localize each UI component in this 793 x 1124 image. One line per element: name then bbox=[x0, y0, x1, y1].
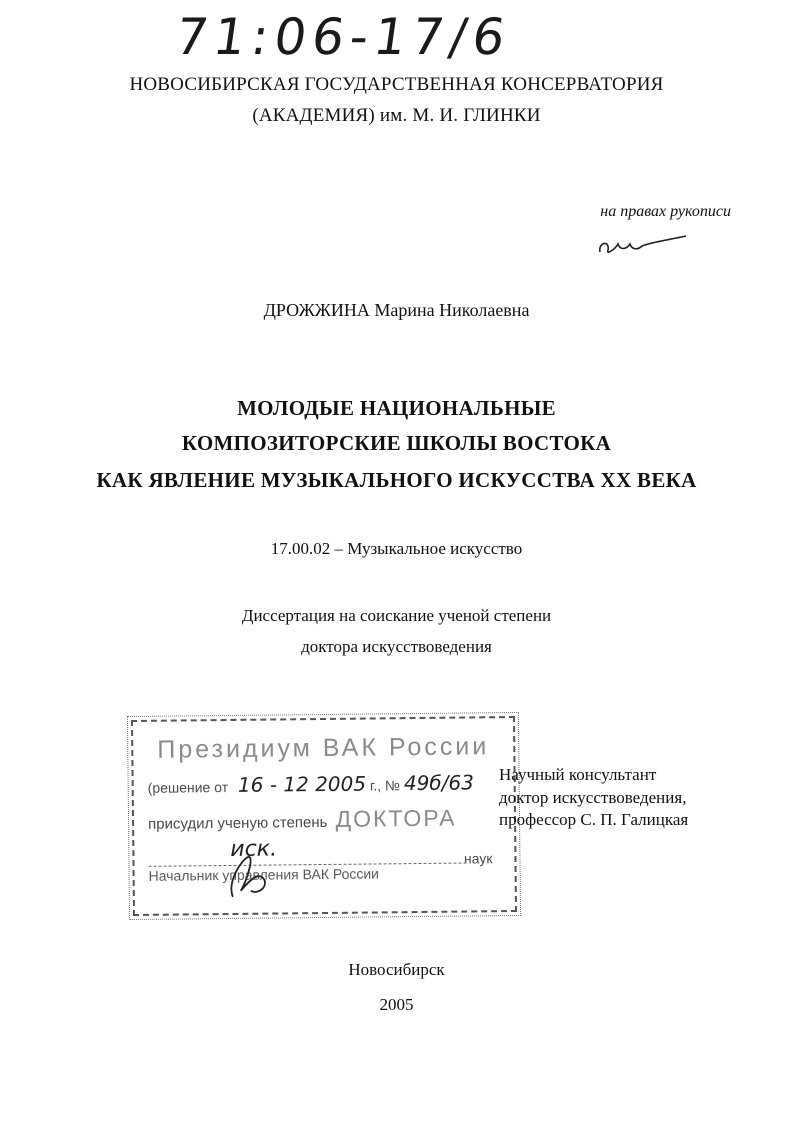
city: Новосибирск bbox=[348, 960, 445, 979]
stamp-decision-mid: г., № bbox=[369, 777, 401, 794]
institution-line-2: (АКАДЕМИЯ) им. М. И. ГЛИНКИ bbox=[252, 105, 541, 126]
degree-line-2: доктора искусствоведения bbox=[301, 637, 492, 656]
stamp-decision-number: 49б/63 bbox=[403, 770, 475, 796]
signature-mark bbox=[596, 232, 688, 262]
stamp-signature-mark bbox=[220, 850, 281, 903]
stamp-field: иск. bbox=[230, 836, 278, 862]
title-line-1: МОЛОДЫЕ НАЦИОНАЛЬНЫЕ bbox=[237, 396, 556, 420]
author-name: ДРОЖЖИНА Марина Николаевна bbox=[263, 300, 530, 320]
specialty: 17.00.02 – Музыкальное искусство bbox=[270, 539, 523, 558]
consultant-line-1: Научный консультант bbox=[499, 765, 657, 784]
stamp-awarded-prefix: присудил ученую степень bbox=[147, 813, 328, 833]
consultant-line-3: профессор С. П. Галицкая bbox=[499, 810, 689, 829]
stamp-decision-date: 16 - 12 2005 bbox=[237, 771, 367, 797]
vak-stamp bbox=[131, 716, 517, 916]
institution-line-1: НОВОСИБИРСКАЯ ГОСУДАРСТВЕННАЯ КОНСЕРВАТОРИЯ bbox=[129, 74, 664, 95]
title-line-3: КАК ЯВЛЕНИЕ МУЗЫКАЛЬНОГО ИСКУССТВА XX ВЕКА bbox=[96, 468, 697, 492]
stamp-decision-line bbox=[148, 770, 474, 797]
stamp-heading: Президиум ВАК России bbox=[157, 732, 490, 764]
archive-number: 71:06-17/6 bbox=[171, 8, 515, 66]
consultant-line-2: доктор искусствоведения, bbox=[499, 788, 687, 807]
stamp-decision-prefix: (решение от bbox=[147, 779, 229, 796]
stamp-awarded-degree: ДОКТОРА bbox=[335, 804, 457, 832]
stamp-field-suffix: наук bbox=[463, 850, 493, 867]
stamp-awarded-line bbox=[148, 805, 457, 835]
manuscript-note: на правах рукописи bbox=[600, 203, 731, 220]
stamp-head-label: Начальник управления ВАК России bbox=[148, 865, 380, 884]
year: 2005 bbox=[379, 995, 414, 1014]
title-line-2: КОМПОЗИТОРСКИЕ ШКОЛЫ ВОСТОКА bbox=[181, 431, 612, 455]
degree-line-1: Диссертация на соискание ученой степени bbox=[241, 606, 552, 625]
